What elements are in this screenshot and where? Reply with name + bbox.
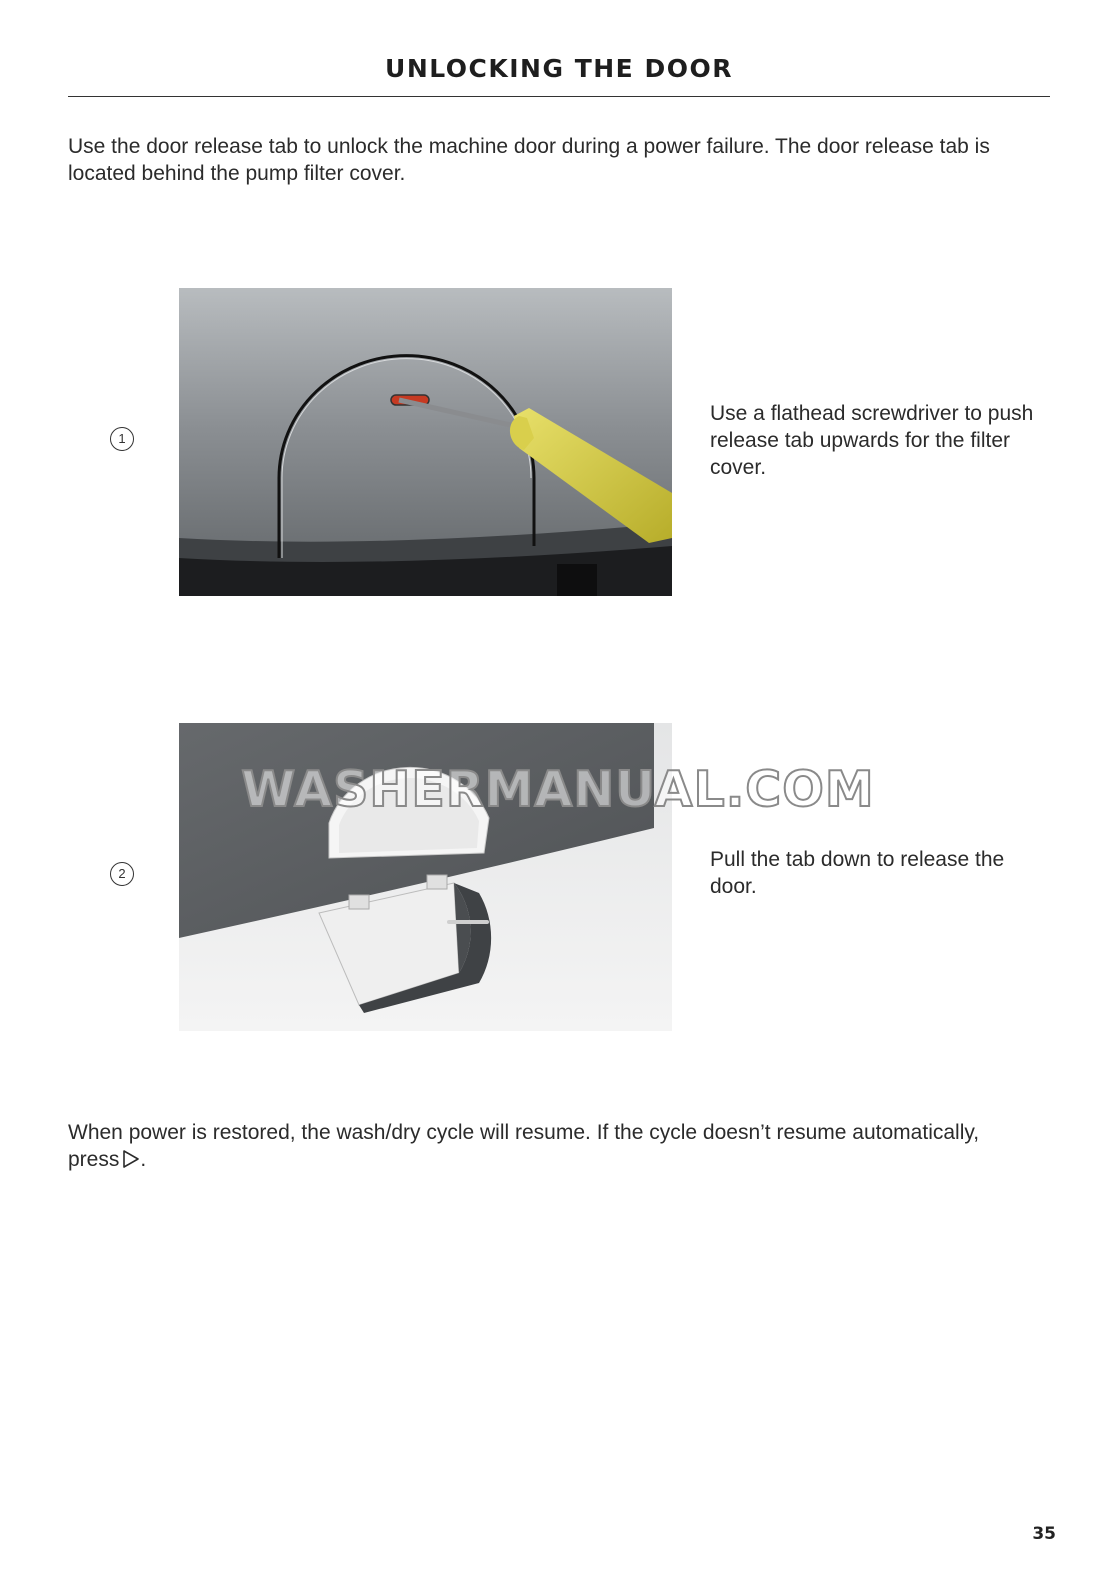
watermark bbox=[208, 760, 908, 820]
step-2-number: 2 bbox=[110, 862, 134, 886]
page-title: UNLOCKING THE DOOR bbox=[385, 54, 733, 83]
step-2-text: Pull the tab down to release the door. bbox=[710, 848, 1005, 898]
page-number: 35 bbox=[1032, 1524, 1056, 1544]
outro-text: When power is restored, the wash/dry cycle will resume. If the cycle doesn’t resume automatically, press bbox=[68, 1121, 980, 1171]
title-divider bbox=[68, 96, 1050, 97]
watermark-text: WASHERMANUAL.COM bbox=[241, 761, 875, 818]
step-1-photo bbox=[179, 288, 672, 596]
outro-end: . bbox=[140, 1148, 147, 1171]
screwdriver-filter-cover-illustration bbox=[179, 288, 672, 596]
step-1-number: 1 bbox=[110, 427, 134, 451]
play-icon bbox=[122, 1149, 140, 1176]
step-1-text: Use a flathead screwdriver to push release tab upwards for the filter cover. bbox=[710, 402, 1034, 479]
outro-paragraph bbox=[68, 1119, 1028, 1176]
intro-paragraph: Use the door release tab to unlock the machine door during a power failure. The door release tab is located behind the pump filter cover. bbox=[68, 135, 990, 185]
